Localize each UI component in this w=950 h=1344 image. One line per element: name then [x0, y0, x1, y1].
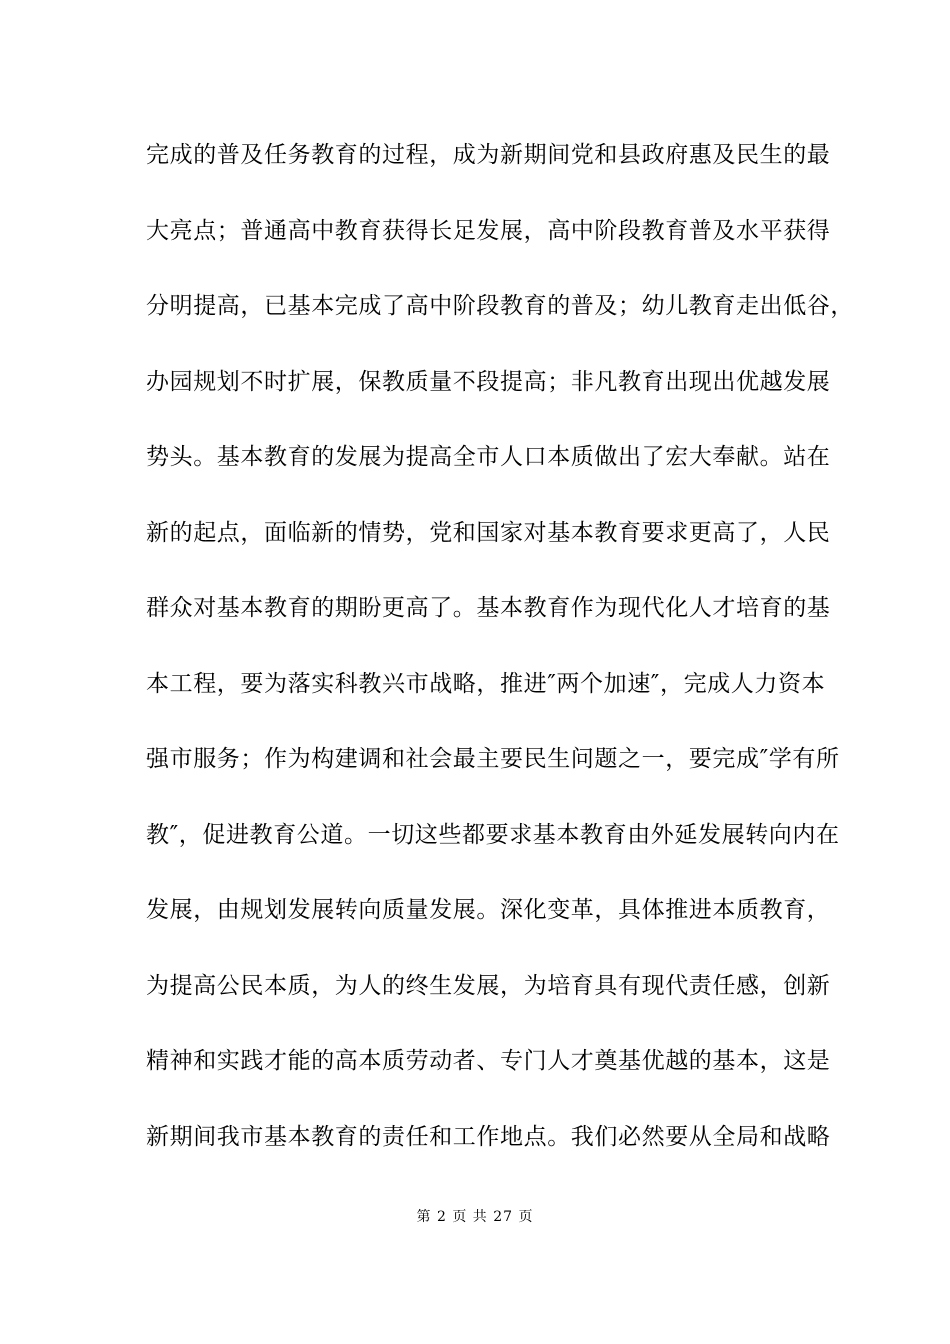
- text-line: 群众对基本教育的期盼更高了。基本教育作为现代化人才培育的基: [146, 595, 831, 621]
- text-line: 本工程，要为落实科教兴市战略，推进″两个加速″，完成人力资本: [146, 670, 826, 697]
- text-line: 发展，由规划发展转向质量发展。深化变革，具体推进本质教育，: [146, 897, 831, 923]
- text-line: 为提高公民本质，为人的终生发展，为培育具有现代责任感，创新: [146, 972, 831, 999]
- text-line: 大亮点；普通高中教育获得长足发展，高中阶段教育普及水平获得: [146, 217, 831, 244]
- text-line: 势头。基本教育的发展为提高全市人口本质做出了宏大奉献。站在: [146, 444, 831, 470]
- text-line: 完成的普及任务教育的过程，成为新期间党和县政府惠及民生的最: [146, 142, 831, 168]
- text-line: 新期间我市基本教育的责任和工作地点。我们必然要从全局和战略: [146, 1123, 831, 1150]
- footer-prefix: 第: [416, 1209, 432, 1225]
- text-line: 强市服务；作为构建调和社会最主要民生问题之一，要完成″学有所: [146, 746, 840, 772]
- text-line: 教″，促进教育公道。一切这些都要求基本教育由外延发展转向内在: [146, 821, 840, 848]
- body-text: [146, 130, 854, 1187]
- text-line: 新的起点，面临新的情势，党和国家对基本教育要求更高了，人民: [146, 519, 831, 546]
- footer-current-page: 2: [436, 1209, 447, 1225]
- text-line: 办园规划不时扩展，保教质量不段提高；非凡教育出现出优越发展: [146, 368, 831, 395]
- footer-total-pages: 27: [493, 1209, 514, 1225]
- footer-total-prefix: 共: [472, 1209, 488, 1225]
- text-line: 精神和实践才能的高本质劳动者、专门人才奠基优越的基本，这是: [146, 1048, 831, 1074]
- footer-page-word: 页: [452, 1209, 468, 1225]
- page-footer: [0, 1206, 950, 1226]
- text-line: 分明提高，已基本完成了高中阶段教育的普及；幼儿教育走出低谷，: [146, 293, 854, 319]
- footer-suffix: 页: [518, 1209, 534, 1225]
